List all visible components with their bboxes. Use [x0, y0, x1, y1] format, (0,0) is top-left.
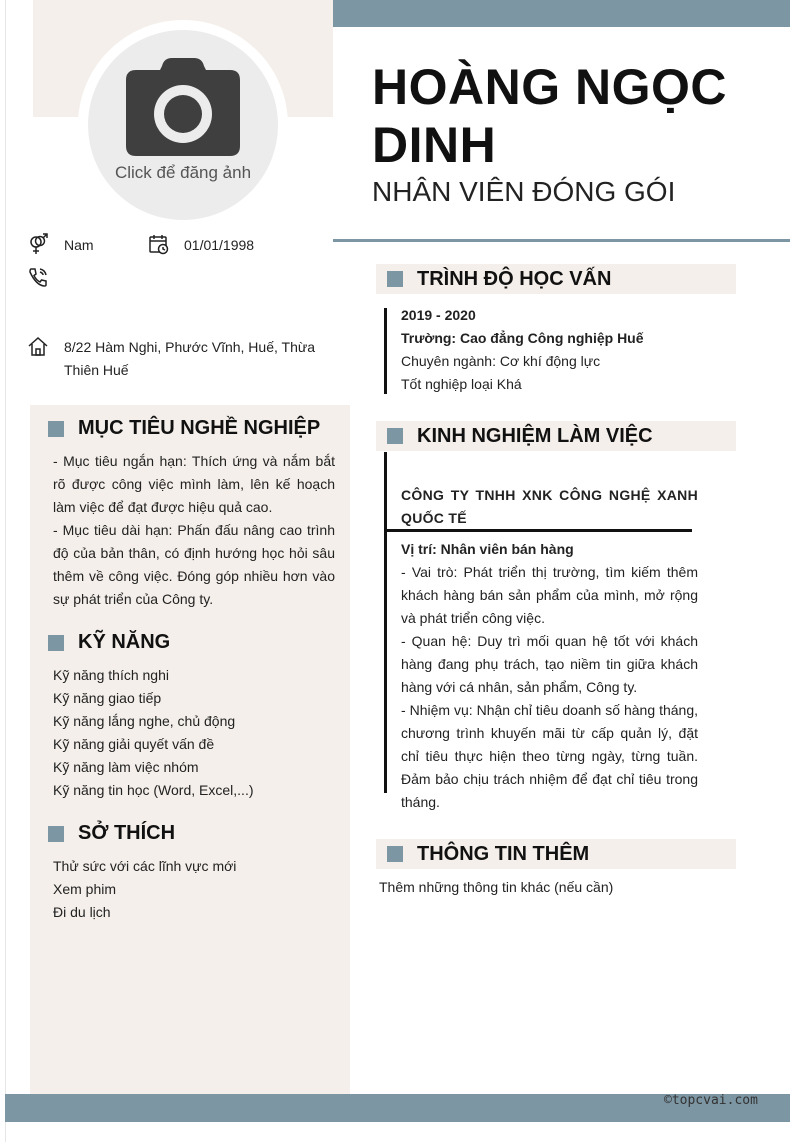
photo-upload-caption[interactable]: Click để đăng ảnh — [114, 163, 252, 182]
skills-list — [53, 664, 254, 802]
education-heading-text: TRÌNH ĐỘ HỌC VẤN — [417, 267, 612, 290]
experience-heading-text: KINH NGHIỆM LÀM VIỆC — [417, 424, 653, 447]
experience-position: Vị trí: Nhân viên bán hàng — [401, 541, 574, 557]
hobby-item: Xem phim — [53, 881, 117, 897]
objective-long-term: - Mục tiêu dài hạn: Phấn đấu nâng cao trình độ của bản thân, có định hướng học hỏi sâu thêm về công việc. Đóng góp nhiều hơn vào sự phát triển của Công ty. — [53, 522, 335, 607]
home-icon — [27, 335, 49, 357]
education-grade: Tốt nghiệp loại Khá — [401, 376, 522, 392]
phone-icon — [27, 266, 49, 288]
camera-icon[interactable] — [126, 56, 240, 156]
skill-item: Kỹ năng giải quyết vấn đề — [53, 736, 215, 752]
experience-company: CÔNG TY TNHH XNK CÔNG NGHỆ XANH QUỐC TẾ — [401, 487, 698, 526]
top-accent-bar — [333, 0, 790, 27]
bullet-square-icon — [48, 635, 64, 651]
candidate-name: HOÀNG NGỌC DINH — [372, 59, 727, 173]
skills-heading — [48, 631, 170, 654]
objective-section — [53, 450, 335, 611]
page-edge — [0, 0, 6, 1142]
skills-heading-text: KỸ NĂNG — [78, 631, 171, 653]
experience-role: - Vai trò: Phát triển thị trường, tìm kiếm thêm khách hàng bán sản phẩm của mình, mở rộng và phát triển công việc. — [401, 564, 698, 626]
calendar-icon — [148, 233, 170, 255]
hobbies-heading — [48, 822, 175, 845]
extra-info-heading — [376, 839, 736, 869]
experience-heading — [376, 421, 736, 451]
skill-item: Kỹ năng lắng nghe, chủ động — [53, 713, 236, 729]
watermark: ©topcvai.com — [664, 1093, 758, 1108]
education-school: Trường: Cao đẳng Công nghiệp Huế — [401, 330, 644, 346]
bullet-square-icon — [387, 846, 403, 862]
experience-relations: - Quan hệ: Duy trì mối quan hệ tốt với khách hàng đang phụ trách, tạo niềm tin giữa khách hàng với cá nhân, sản phẩm, Công ty. — [401, 633, 698, 695]
skill-item: Kỹ năng giao tiếp — [53, 690, 162, 706]
education-timeline-line — [384, 308, 387, 394]
experience-duties: - Nhiệm vụ: Nhận chỉ tiêu doanh số hàng tháng, chương trình khuyến mãi từ cấp quản lý, đặt chỉ tiêu thực hiện theo từng ngày, từng tuần. Đảm bảo chịu trách nhiệm để đạt chỉ tiêu trong tháng. — [401, 702, 698, 810]
experience-details — [401, 538, 698, 814]
job-title: NHÂN VIÊN ĐÓNG GÓI — [372, 176, 676, 207]
company-divider — [386, 529, 692, 532]
experience-timeline-line — [384, 452, 387, 793]
gender-icon — [27, 233, 49, 255]
hobbies-list — [53, 855, 236, 924]
skill-item: Kỹ năng thích nghi — [53, 667, 169, 683]
hobby-item: Đi du lịch — [53, 904, 111, 920]
objective-heading — [48, 417, 320, 440]
extra-info-heading-text: THÔNG TIN THÊM — [417, 842, 590, 865]
objective-short-term: - Mục tiêu ngắn hạn: Thích ứng và nắm bắt rõ được công việc mình làm, lên kế hoạch làm việc để đạt được hiệu quả cao. — [53, 453, 335, 515]
address-value: 8/22 Hàm Nghi, Phước Vĩnh, Huế, Thừa Thiên Huế — [64, 339, 316, 378]
bullet-square-icon — [48, 826, 64, 842]
objective-heading-text: MỤC TIÊU NGHỀ NGHIỆP — [78, 417, 321, 439]
hobbies-heading-text: SỞ THÍCH — [78, 822, 176, 844]
gender-value: Nam — [64, 237, 94, 253]
education-entry — [401, 304, 644, 396]
dob-value: 01/01/1998 — [184, 237, 255, 253]
education-heading — [376, 264, 736, 294]
header-divider — [333, 239, 790, 242]
bullet-square-icon — [48, 421, 64, 437]
education-years: 2019 - 2020 — [401, 307, 476, 323]
extra-info-text: Thêm những thông tin khác (nếu cần) — [379, 879, 614, 895]
bullet-square-icon — [387, 428, 403, 444]
education-major: Chuyên ngành: Cơ khí động lực — [401, 353, 601, 369]
bullet-square-icon — [387, 271, 403, 287]
skill-item: Kỹ năng tin học (Word, Excel,...) — [53, 782, 254, 798]
hobby-item: Thử sức với các lĩnh vực mới — [53, 858, 237, 874]
skill-item: Kỹ năng làm việc nhóm — [53, 759, 199, 775]
